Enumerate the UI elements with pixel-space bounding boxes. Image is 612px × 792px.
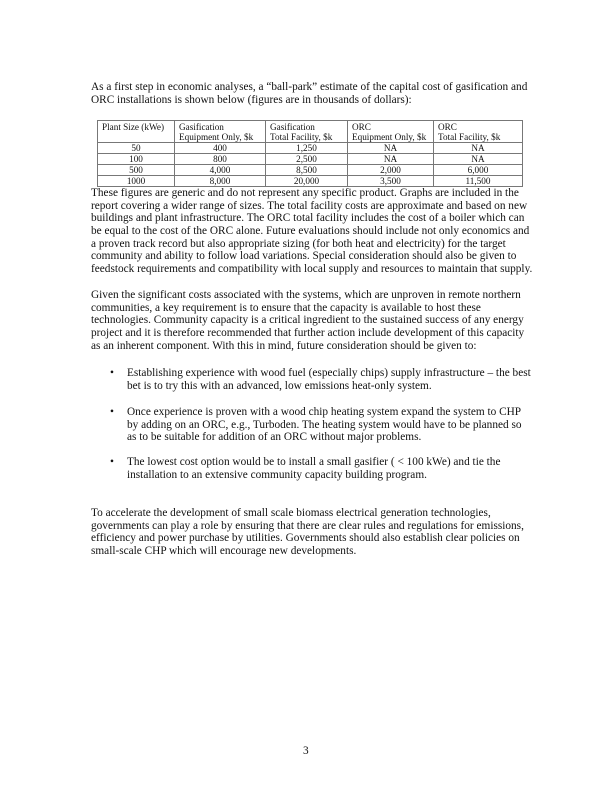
cell: 2,500 [266,154,348,165]
text-line: efficiency and power purchase by utilities. Governments should also establish clear policies on [91,532,520,545]
text-line: Establishing experience with wood fuel (especially chips) supply infrastructure – the best [127,367,531,379]
cell: 800 [175,154,266,165]
text-line: Once experience is proven with a wood chip heating system expand the system to CHP [127,406,522,418]
text-line: be equal to the cost of the ORC alone. Future evaluations should include not only economics and [91,225,530,238]
header-gasification-total: Gasification Total Facility, $k [266,121,348,143]
figures-paragraph [91,187,532,276]
text-line: These figures are generic and do not represent any specific product. Graphs are included in the [91,187,519,199]
text-line: as an inherent component. With this in mind, future consideration should be given to: [91,339,477,352]
table-row [98,154,523,165]
bullet-icon: • [110,367,114,379]
text-line: bet is to try this with an advanced, low emissions heat-only system. [127,379,432,392]
bullet-icon: • [110,456,114,468]
cell: 4,000 [175,165,266,176]
cell: 100 [98,154,175,165]
cell: 1000 [98,176,175,187]
table-row [98,143,523,154]
cell: 8,500 [266,165,348,176]
cell: NA [434,154,523,165]
text-line: technologies. Community capacity is a critical ingredient to the sustained success of any energy [91,314,524,327]
capacity-paragraph [91,289,524,352]
cell: NA [348,143,434,154]
text-line: Given the significant costs associated with the systems, which are unproven in remote northern [91,289,521,301]
cell: 2,000 [348,165,434,176]
text-line: project and it is therefore recommended that further action include development of this capacity [91,327,525,340]
text-line: The lowest cost option would be to install a small gasifier ( < 100 kWe) and tie the [127,456,501,468]
text-line: by adding on an ORC, e.g., Turboden. The heating system would have to be planned so [127,418,522,431]
text-line: community and ability to follow load variations. Special consideration should also be given to [91,250,517,263]
table-row [98,165,523,176]
page-number: 3 [303,745,309,757]
text-line: governments can play a role by ensuring that there are clear rules and regulations for emissions, [91,519,524,532]
bullet-icon: • [110,406,114,418]
cell: 400 [175,143,266,154]
text-line: buildings and plant infrastructure. The ORC total facility includes the cost of a boiler which can [91,212,525,225]
header-orc-equipment: ORC Equipment Only, $k [348,121,434,143]
text-line: To accelerate the development of small scale biomass electrical generation technologies, [91,507,491,519]
text-line: as to be suitable for addition of an ORC without major problems. [127,431,422,444]
text-line: installation to an extensive community capacity building program. [127,468,427,481]
header-gasification-equipment: Gasification Equipment Only, $k [175,121,266,143]
cell: NA [434,143,523,154]
cell: 20,000 [266,176,348,187]
cell: 50 [98,143,175,154]
cost-table [97,120,523,187]
header-plant-size: Plant Size (kWe) [98,121,175,143]
recommendation-paragraph [91,507,524,558]
text-line: feedstock requirements and compatibility with local supply and resources to maintain that supply. [91,263,533,276]
cell: NA [348,154,434,165]
header-orc-total: ORC Total Facility, $k [434,121,523,143]
text-line: a proven track record but also appropriate sizing (for both heat and electricity) for the target [91,237,506,250]
text-line: As a first step in economic analyses, a “ball-park” estimate of the capital cost of gasification and [91,81,528,93]
cell: 11,500 [434,176,523,187]
text-line: report covering a wider range of sizes. The total facility costs are approximate and based on new [91,199,528,212]
cell: 1,250 [266,143,348,154]
text-line: communities, a key requirement is to ensure that the capacity is available to host these [91,301,481,314]
cell: 500 [98,165,175,176]
cell: 6,000 [434,165,523,176]
cell: 8,000 [175,176,266,187]
table-row [98,176,523,187]
table-header-row [98,121,523,143]
text-line: small-scale CHP which will encourage new developments. [91,545,357,558]
cell: 3,500 [348,176,434,187]
intro-paragraph [91,81,527,106]
text-line: ORC installations is shown below (figures are in thousands of dollars): [91,93,412,106]
